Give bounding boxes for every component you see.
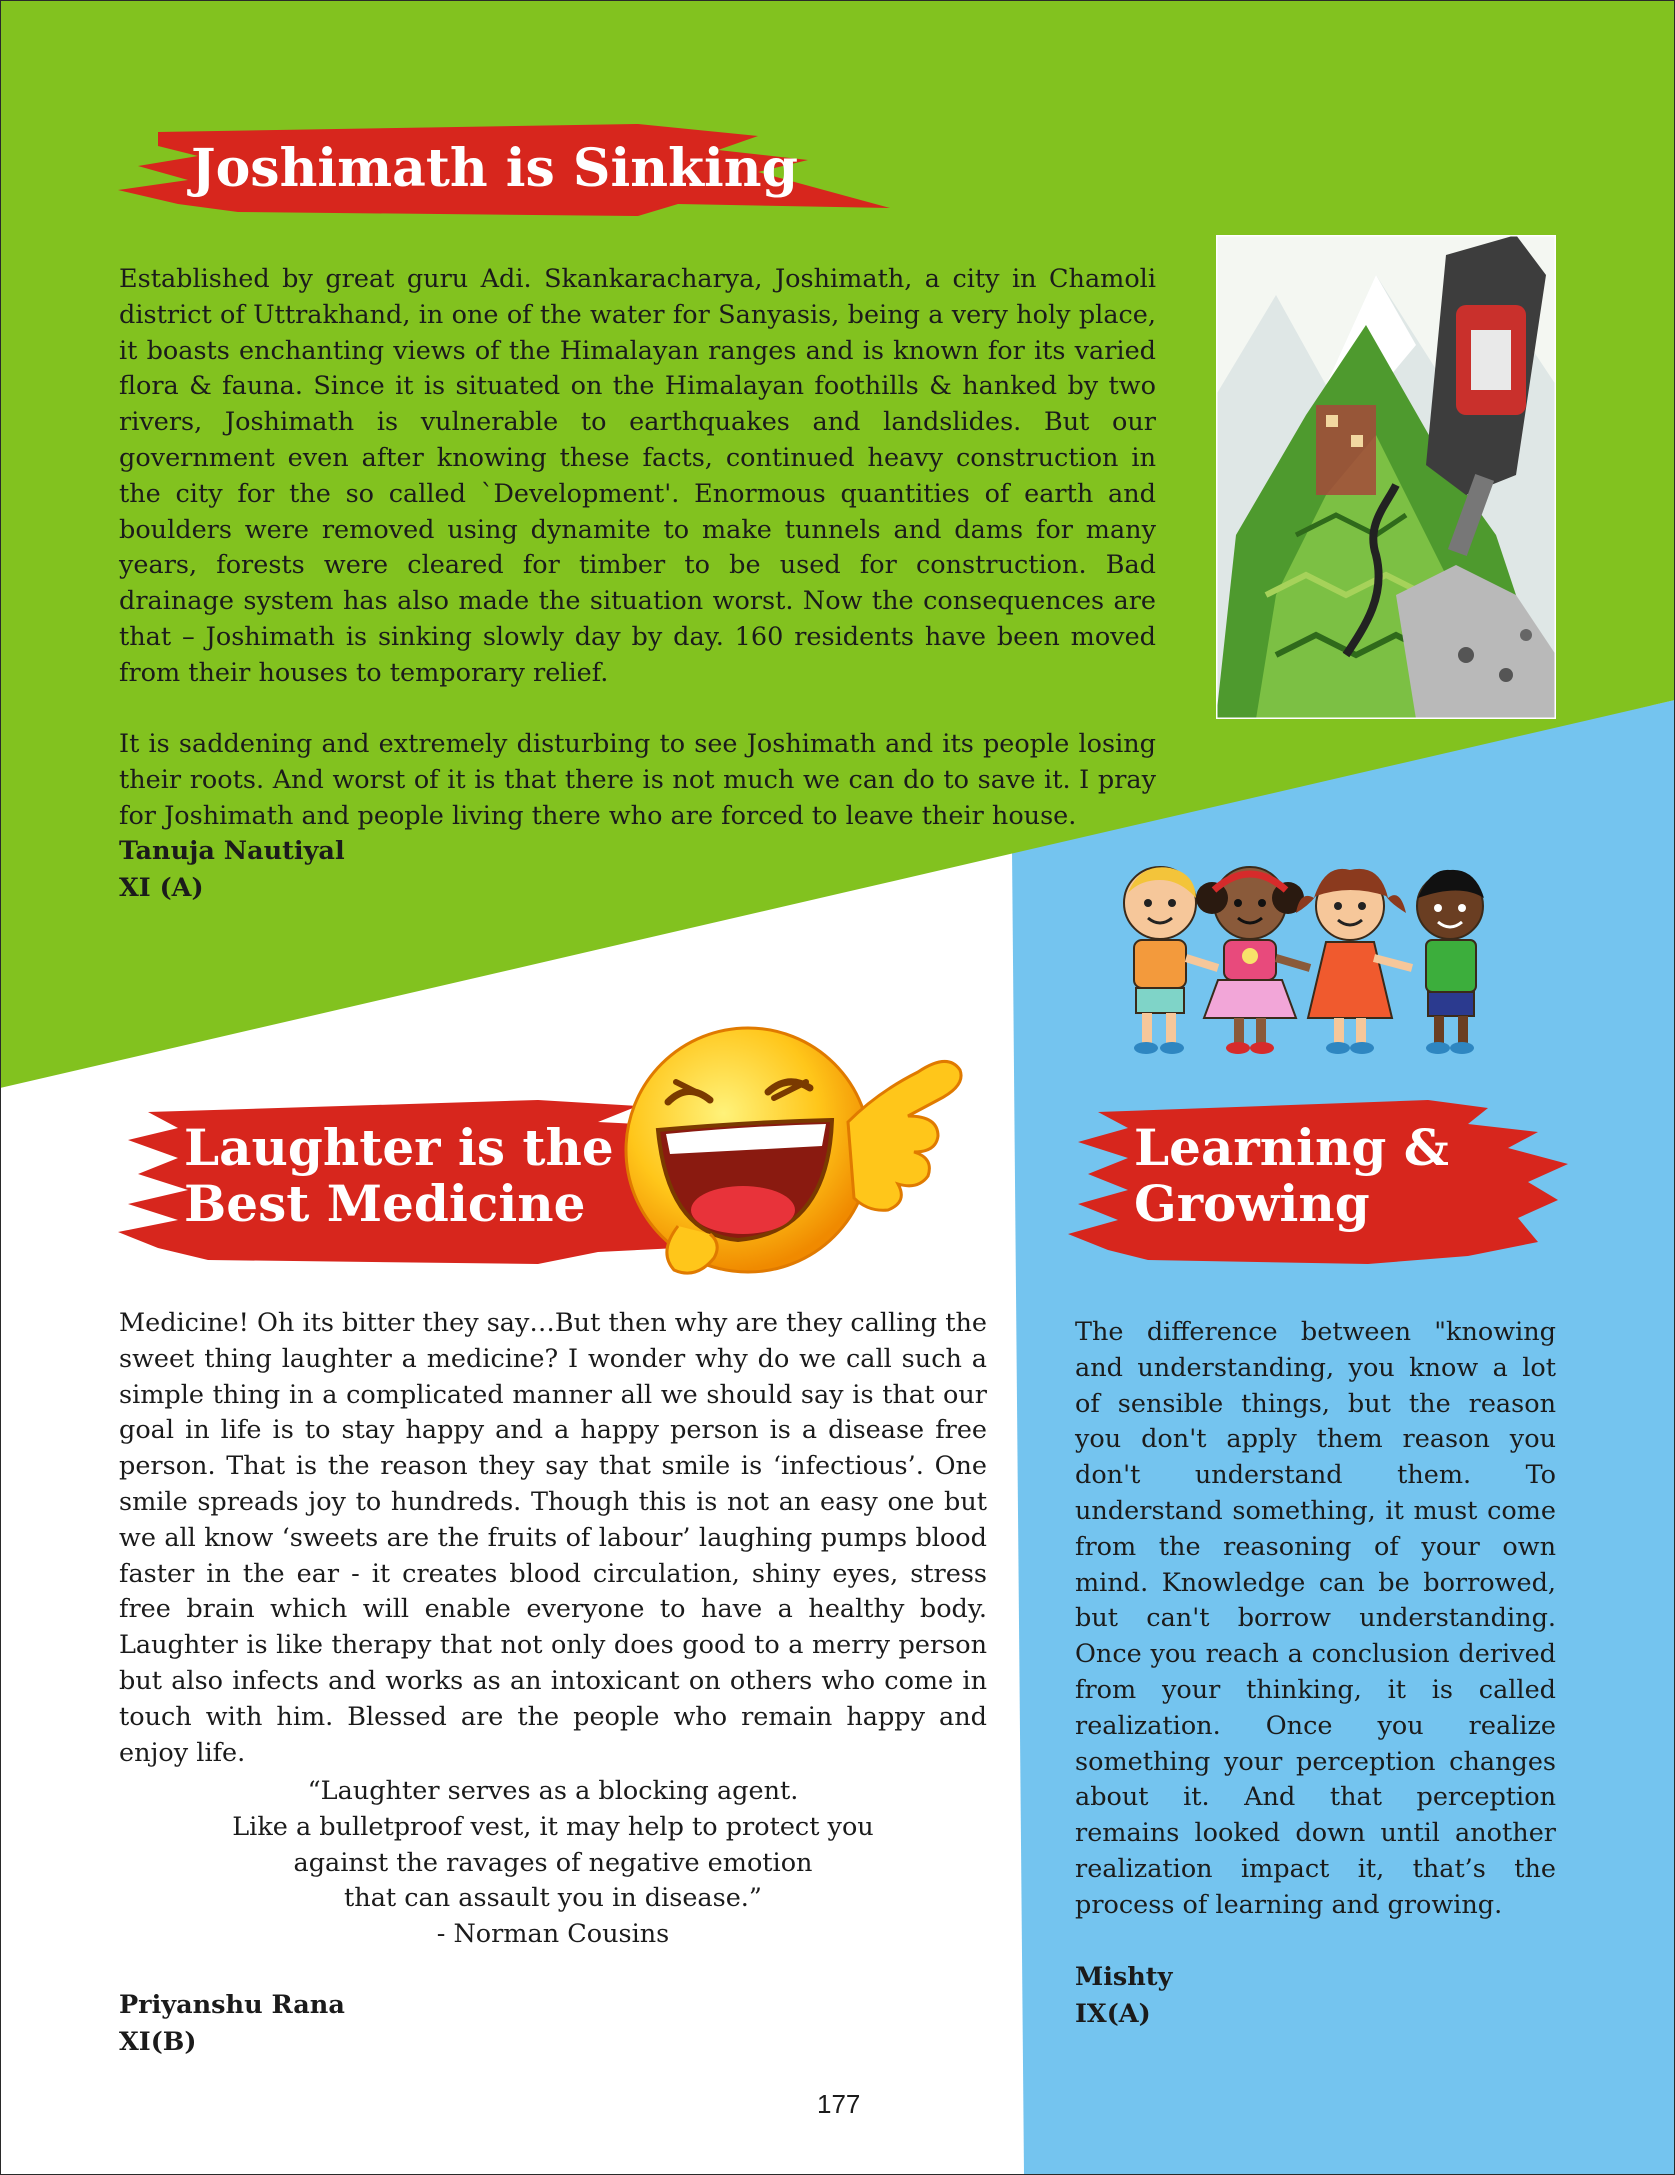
laughter-quote: [119, 1774, 987, 1953]
joshimath-title: Joshimath is Sinking: [191, 138, 798, 199]
children-holding-hands-illustration: [1100, 858, 1560, 1058]
learning-title-banner: [1068, 1092, 1568, 1267]
learning-title-line-1: Learning &: [1134, 1118, 1449, 1177]
quote-line-4: that can assault you in disease.”: [344, 1883, 762, 1914]
mountain-drill-illustration: [1216, 235, 1556, 719]
learning-body: [1075, 1315, 1556, 1924]
learning-author-name: Mishty: [1075, 1962, 1173, 1992]
learning-title-line-2: Growing: [1134, 1174, 1370, 1233]
laughter-author-name: Priyanshu Rana: [119, 1990, 345, 2020]
quote-attribution: - Norman Cousins: [436, 1919, 670, 1950]
laughter-body: [119, 1306, 987, 1771]
laughter-paragraph: Medicine! Oh its bitter they say…But then why are they calling the sweet thing laughter a medicine? I wonder why do we call such a simple thing in a complicated manner all we should say is that our goal in life is to stay happy and a happy person is a disease free person. That is the reason they say that smile is ‘infectious’. One smile spreads joy to hundreds. Though this is not an easy one but we all know ‘sweets are the fruits of labour’ laughing pumps blood faster in the ear - it creates blood circulation, shiny eyes, stress free brain which will enable everyone to have a healthy body. Laughter is like therapy that not only does good to a merry person but also infects and works as an intoxicant on others who come in touch with him. Blessed are the people who remain happy and enjoy life.: [119, 1308, 987, 1768]
learning-title: [1134, 1120, 1449, 1232]
laughter-title-line-2: Best Medicine: [184, 1174, 586, 1233]
joshimath-paragraph-2: It is saddening and extremely disturbing to see Joshimath and its people losing their roots. And worst of it is that there is not much we can do to save it. I pray for Joshimath and people living there who are forced to leave their house.: [119, 729, 1156, 831]
quote-line-3: against the ravages of negative emotion: [293, 1847, 813, 1878]
page-number: 177: [817, 2089, 861, 2119]
joshimath-paragraph-1: Established by great guru Adi. Skankaracharya, Joshimath, a city in Chamoli district of Uttrakhand, in one of the water for Sanyasis, being a very holy place, it boasts enchanting views of the Himalayan ranges and is known for its varied flora & fauna. Since it is situated on the Himalayan foothills & hanked by two rivers, Joshimath is vulnerable to earthquakes and landslides. But our government even after knowing these facts, continued heavy construction in the city for the so called `Development'. Enormous quantities of earth and boulders were removed using dynamite to make tunnels and dams for many years, forests were cleared for timber to be used for construction. Bad drainage system has also made the situation worst. Now the consequences are that – Joshimath is sinking slowly day by day. 160 residents have been moved from their houses to temporary relief.: [119, 264, 1156, 688]
joshimath-body: [119, 262, 1156, 835]
joshimath-title-banner: [118, 120, 890, 220]
joshimath-author: [119, 833, 345, 907]
learning-author: [1075, 1959, 1172, 2033]
learning-author-class: IX(A): [1075, 1999, 1151, 2029]
laughter-author-class: XI(B): [119, 2027, 197, 2057]
laughter-author: [119, 1987, 345, 2061]
quote-line-2: Like a bulletproof vest, it may help to protect you: [232, 1811, 874, 1842]
laughter-title-line-1: Laughter is the: [184, 1118, 614, 1177]
learning-paragraph: The difference between "knowing and understanding, you know a lot of sensible things, but the reason you don't apply them reason you don't understand them. To understand something, it must come from the reasoning of your own mind. Knowledge can be borrowed, but can't borrow understanding. Once you reach a conclusion derived from your thinking, it is called realization. Once you realize something your perception changes about it. And that perception remains looked down until another realization impact it, that’s the process of learning and growing.: [1075, 1317, 1556, 1920]
joshimath-author-class: XI (A): [119, 873, 204, 903]
quote-line-1: “Laughter serves as a blocking agent.: [307, 1776, 799, 1806]
laughing-emoji-icon: [618, 1012, 973, 1282]
joshimath-author-name: Tanuja Nautiyal: [119, 836, 345, 866]
laughter-title: [184, 1120, 614, 1232]
